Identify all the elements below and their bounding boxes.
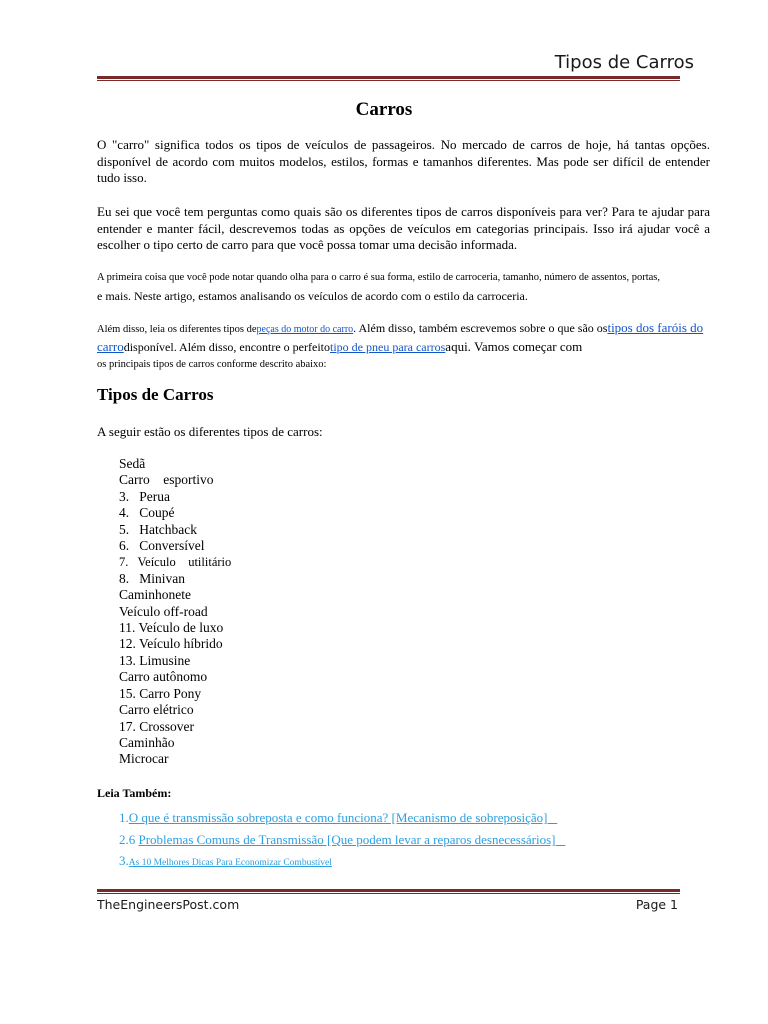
list-item: Caminhão <box>119 734 175 750</box>
related-link-text[interactable]: O que é transmissão sobreposta e como funciona? [Mecanismo de sobreposição] <box>128 810 548 825</box>
list-item: 5. Hatchback <box>119 521 197 537</box>
list-item: 12. Veículo híbrido <box>119 636 223 652</box>
related-link-number: 1. <box>119 810 129 825</box>
list-item: 4. Coupé <box>119 505 175 521</box>
list-item: Carro autônomo <box>119 669 208 685</box>
page-title: Carros <box>355 99 413 120</box>
list-item: 8. Minivan <box>119 570 185 586</box>
also-read-text-1: Além disso, leia os diferentes tipos de <box>97 324 257 335</box>
list-item: Sedã <box>119 456 146 471</box>
related-link-2[interactable] <box>119 832 565 848</box>
related-link-trail <box>556 832 566 847</box>
list-item: Microcar <box>119 751 169 767</box>
list-item: Caminhonete <box>119 587 191 603</box>
paragraph-also-read <box>97 320 717 374</box>
paragraph-intro: O "carro" significa todos os tipos de veículos de passageiros. No mercado de carros de hoje, há tantas opções. disponível de acordo com muitos modelos, estilos, formas e tamanhos diferentes. Mas pode ser difícil de entender tudo isso. <box>97 137 710 185</box>
related-link-text[interactable]: Problemas Comuns de Transmissão [Que podem levar a reparos desnecessários] <box>138 832 556 847</box>
see-also-label: Leia Também: <box>97 786 172 800</box>
footer-rule <box>97 889 680 894</box>
list-item: 7. Veículo utilitário <box>119 555 232 570</box>
list-item: 13. Limusine <box>119 652 191 668</box>
list-item: 11. Veículo de luxo <box>119 620 224 636</box>
list-item: 17. Crossover <box>119 718 194 734</box>
link-headlight-types[interactable]: tipos dos faróis do carro <box>97 320 704 354</box>
also-read-text-2: . Além disso, também escrevemos sobre o que são os <box>353 321 608 335</box>
related-link-number: 2.6 <box>119 832 139 847</box>
paragraph-questions: Eu sei que você tem perguntas como quais são os diferentes tipos de carros disponíveis para ver? Para te ajudar para entender e manter fácil, descrevemos todas as opções de veículos em categorias principais. Isso irá ajudar você a escolher o tipo certo de carro para que você possa tomar uma decisão informada. <box>97 204 710 252</box>
related-link-3[interactable] <box>119 853 332 869</box>
list-item: 3. Perua <box>119 488 170 504</box>
paragraph-first-thing-line2: e mais. Neste artigo, estamos analisando os veículos de acordo com o estilo da carroceria. <box>97 289 528 303</box>
list-item: 15. Carro Pony <box>119 685 202 701</box>
list-item: 6. Conversível <box>119 538 205 554</box>
related-link-1[interactable] <box>119 810 557 826</box>
also-read-text-3: disponível. Além disso, encontre o perfeito <box>123 339 330 354</box>
header-title: Tipos de Carros <box>554 52 694 73</box>
related-link-number: 3. <box>119 853 129 868</box>
list-item: Veículo off-road <box>119 603 208 619</box>
related-link-trail <box>548 810 558 825</box>
list-item: Carro esportivo <box>119 472 214 488</box>
related-link-text[interactable]: 10 Melhores Dicas Para Economizar Combustível <box>141 858 332 868</box>
car-types-list <box>119 456 231 768</box>
list-item: Carro elétrico <box>119 702 194 718</box>
types-intro: A seguir estão os diferentes tipos de carros: <box>97 424 323 439</box>
section-title: Tipos de Carros <box>97 385 214 404</box>
link-tire-types[interactable]: tipo de pneu para carros <box>330 339 446 354</box>
related-link-prefix: As <box>128 858 142 868</box>
link-engine-parts[interactable]: peças do motor do carro <box>256 324 354 335</box>
footer-site: TheEngineersPost.com <box>97 897 240 912</box>
also-read-text-4: aqui. Vamos começar com <box>445 338 583 354</box>
paragraph-first-thing-line1: A primeira coisa que você pode notar quando olha para o carro é sua forma, estilo de carroceria, tamanho, número de assentos, portas, <box>97 272 660 283</box>
footer-page-number: Page 1 <box>635 897 678 912</box>
header-rule <box>97 76 680 81</box>
also-read-text-5: os principais tipos de carros conforme descrito abaixo: <box>97 359 327 370</box>
